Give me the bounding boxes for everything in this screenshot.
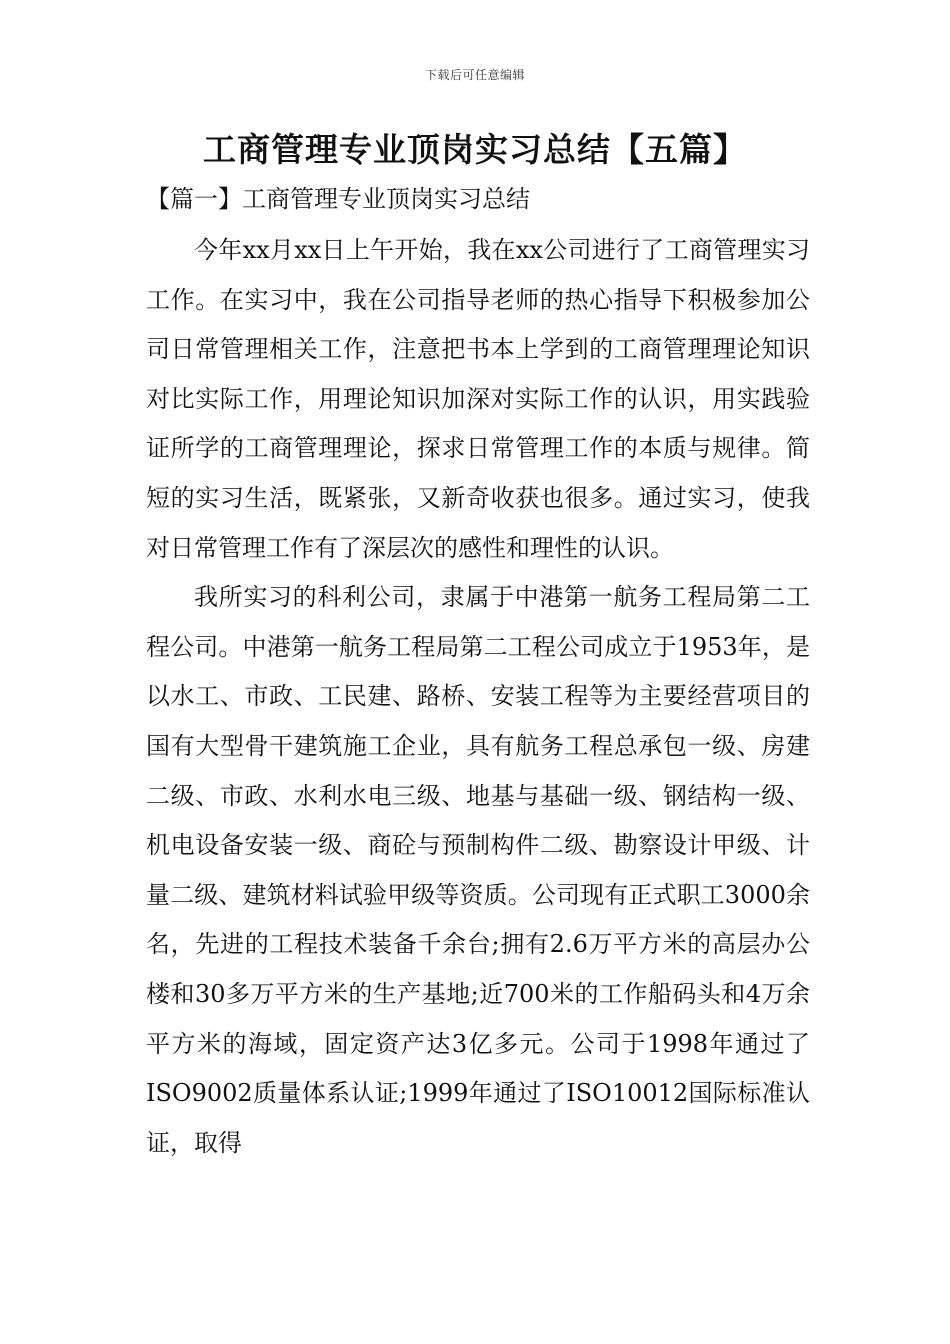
document-title: 工商管理专业顶岗实习总结【五篇】 bbox=[203, 130, 747, 169]
header-note: 下载后可任意编辑 bbox=[424, 68, 525, 82]
paragraph-2: 我所实习的科利公司，隶属于中港第一航务工程局第二工程公司。中港第一航务工程局第二工程公司成立于1953年，是以水工、市政、工民建、路桥、安装工程等为主要经营项目的国有大型骨干建筑施工企业，具有航务工程总承包一级、房建二级、市政、水利水电三级、地基与基础一级、钢结构一级、机电设备安装一级、商砼与预制构件二级、勘察设计甲级、计量二级、建筑材料试验甲级等资质。公司现有正式职工3000余名，先进的工程技术装备千余台;拥有2.6万平方米的高层办公楼和30多万平方米的生产基地;近700米的工作船码头和4万余平方米的海域，固定资产达3亿多元。公司于1998年通过了ISO9002质量体系认证;1999年通过了ISO10012国际标准认证，取得 bbox=[146, 583, 810, 1157]
paragraph-1: 今年xx月xx日上午开始，我在xx公司进行了工商管理实习工作。在实习中，我在公司指导老师的热心指导下积极参加公司日常管理相关工作，注意把书本上学到的工商管理理论知识对比实际工作，用理论知识加深对实际工作的认识，用实践验证所学的工商管理理论，探求日常管理工作的本质与规律。简短的实习生活，既紧张，又新奇收获也很多。通过实习，使我对日常管理工作有了深层次的感性和理性的认识。 bbox=[146, 236, 810, 562]
section-heading: 【篇一】工商管理专业顶岗实习总结 bbox=[146, 185, 530, 213]
document-body bbox=[146, 226, 810, 1168]
